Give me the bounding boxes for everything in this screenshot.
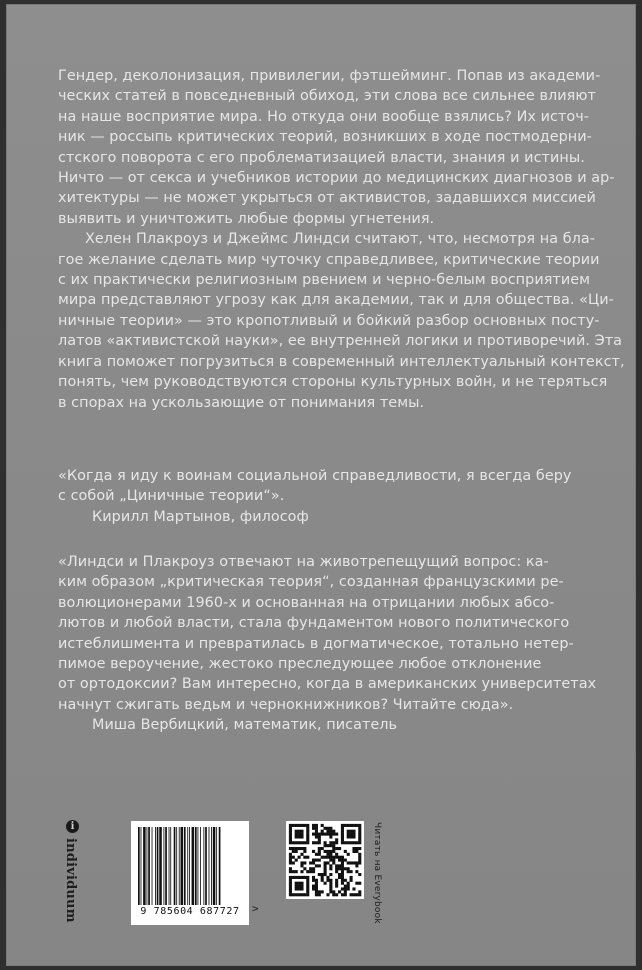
description-line: латов «активистской науки», ее внутренней логики и противоречий. Эта — [58, 333, 622, 350]
description-line: мира представляют угрозу как для академии, так и для общества. «Ци- — [58, 292, 614, 309]
description-line: Гендер, деколонизация, привилегии, фэтшейминг. Попав из академи- — [58, 68, 601, 84]
description-line: Ничто — от секса и учебников истории до медицинских диагнозов и ар- — [58, 170, 615, 187]
barcode-arrow: > — [252, 902, 259, 915]
description-line: ник — россыпь критических теорий, возникших в ходе постмодерни- — [58, 129, 592, 146]
quote-author: Кирилл Мартынов, философ — [92, 508, 309, 525]
description-line: хитектуры — не может укрыться от активистов, задавшихся миссией — [58, 190, 596, 207]
description-line: ческих статей в повседневный обиход, эти слова все сильнее влияют — [58, 88, 596, 105]
quote-line: «Когда я иду к воинам социальной справедливости, я всегда беру — [58, 468, 572, 484]
quote-line: истеблишмента и превратилась в догматическое, тотально нетер- — [58, 635, 574, 652]
qr-code — [286, 821, 364, 899]
description-line: понять, чем руководствуются стороны культурных войн, и не теряться — [58, 374, 608, 391]
quote-line: лютов и любой власти, стала фундаментом нового политического — [58, 615, 570, 632]
everybook-note: Читать на Everybook — [372, 822, 382, 924]
isbn-number: 9 785604 687727 — [140, 906, 240, 917]
quote-line: от ортодоксии? Вам интересно, когда в американских университетах — [58, 676, 597, 693]
description-line: стского поворота с его проблематизацией власти, знания и истины. — [58, 149, 585, 166]
description-block — [58, 66, 625, 413]
publisher-logo-icon: i — [66, 820, 79, 833]
publisher-name: individuum — [63, 838, 78, 923]
description-line: с их практически религиозным рвением и черно-белым восприятием — [58, 272, 591, 289]
publisher-logo — [62, 820, 84, 938]
description-line: Хелен Плакроуз и Джеймс Линдси считают, что, несмотря на бла- — [85, 231, 595, 248]
description-line: на наше восприятие мира. Но откуда они вообще взялись? Их источ- — [58, 108, 590, 125]
quote-verbitsky — [58, 552, 596, 736]
quote-line: начнут сжигать ведьм и чернокнижников? Читайте сюда». — [58, 696, 514, 713]
barcode-bars — [137, 827, 243, 905]
description-line: гое желание сделать мир чуточку справедливее, критические теории — [58, 251, 600, 268]
quote-line: волюционерами 1960-х и основанная на отрицании любых абсо- — [58, 594, 555, 611]
quote-martynov — [58, 466, 571, 527]
quote-line: «Линдси и Плакроуз отвечают на животрепещущий вопрос: ка- — [58, 554, 549, 570]
description-line: книга поможет погрузиться в современный интеллектуальный контекст, — [58, 353, 625, 370]
quote-author: Миша Вербицкий, математик, писатель — [92, 717, 398, 734]
description-line: выявить и уничтожить любые формы угнетения. — [58, 210, 435, 227]
description-line: ничные теории» — это кропотливый и бойкий разбор основных посту- — [58, 312, 600, 329]
quote-line: пимое вероучение, жестоко преследующее любое отклонение — [58, 656, 542, 673]
quote-line: ким образом „критическая теория“, созданная французскими ре- — [58, 574, 564, 591]
qr-code-icon — [286, 821, 364, 899]
isbn-barcode — [131, 821, 249, 925]
quote-line: с собой „Циничные теории“». — [58, 488, 285, 505]
description-line: в спорах на ускользающие от понимания темы. — [58, 394, 425, 411]
